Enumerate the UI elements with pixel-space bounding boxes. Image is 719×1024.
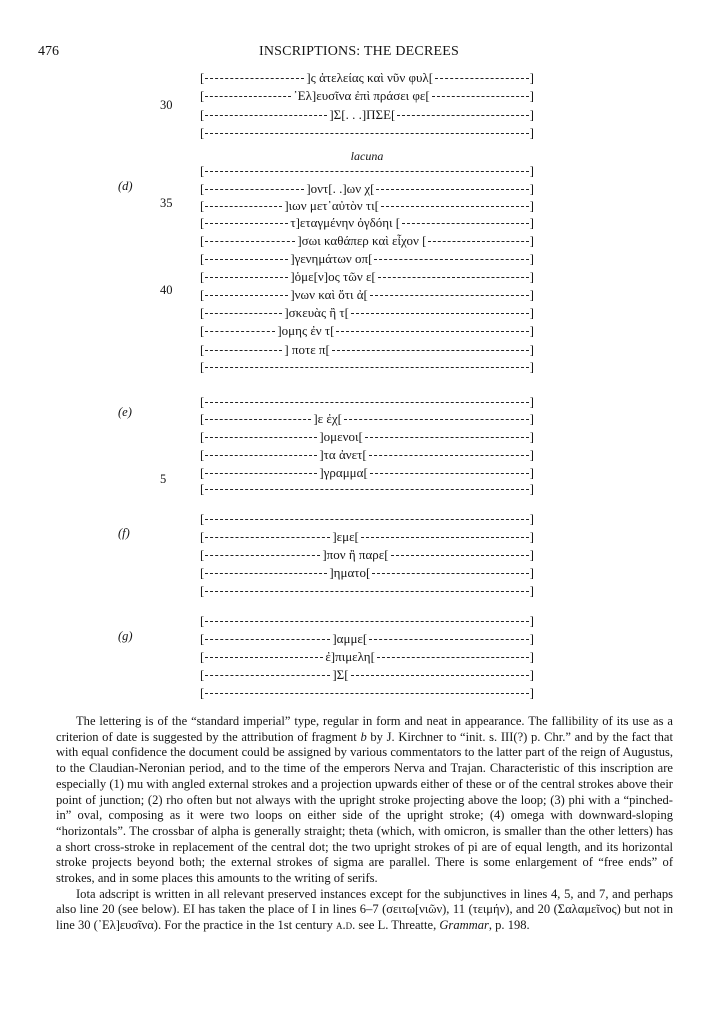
inscription-line: [ ]Σ[ ]: [200, 667, 534, 682]
inscription-text: ]ὁμε[ν]ος τῶν ε[: [290, 269, 376, 284]
inscription-text: ]ηματο[: [329, 565, 371, 580]
inscription-text: ]Σ[. . .]ΠΣΕ[: [329, 107, 396, 122]
inscription-line: [ ]τα ἀνετ[ ]: [200, 447, 534, 462]
inscription-text: ᾿Ελ]ευσῖνα ἐπὶ πράσει φε[: [293, 88, 430, 103]
inscription-line: [ ]: [200, 163, 534, 178]
inscription-text: ]σωι καθάπερ καὶ εἶχον [: [297, 233, 427, 248]
inscription-line: [ ]Σ[. . .]ΠΣΕ[ ]: [200, 107, 534, 122]
inscription-line: [ ]αμμε[ ]: [200, 631, 534, 646]
inscription-line: [ ]πον ἢ παρε[ ]: [200, 547, 534, 562]
inscription-line: [ ]ηματο[ ]: [200, 565, 534, 580]
inscription-text: ]γενημάτων οπ[: [290, 251, 373, 266]
line-number-30: 30: [160, 98, 173, 112]
page-header: [38, 44, 680, 62]
inscription-text: ]αμμε[: [332, 631, 368, 646]
inscription-text: ]ε ἐχ[: [313, 411, 342, 426]
fragment-label-g: (g): [118, 629, 133, 643]
inscription-line: [ ]: [200, 394, 534, 409]
inscription-text: ]πον ἢ παρε[: [322, 547, 389, 562]
fragment-ref: b: [360, 729, 367, 744]
inscription-line: [ ᾿Ελ]ευσῖνα ἐπὶ πράσει φε[ ]: [200, 88, 534, 103]
page-number: 476: [38, 44, 59, 59]
inscription-line: [ ]ομενοι[ ]: [200, 429, 534, 444]
inscription-line: [ ]ιων μετ᾿αὐτὸν τι[ ]: [200, 198, 534, 213]
inscription-text: ] ποτε π[: [284, 342, 330, 357]
commentary-paragraph-lettering: The lettering is of the “standard imperial” type, regular in form and neat in appearance. The fallibility of its use as a criterion of date is suggested by the attribution of fragment b by J. Kirchner to “init. s. III(?) p. Chr.” and by the fact that with equal confidence the document could be assigned by various commentators to the latter part of the reign of Augustus, to the Claudian-Neronian period, and to the time of the emperors Nerva and Trajan. Characteristic of this inscription are especially (1) mu with angled external strokes and a projection upwards either of these or of the central strokes above their point of junction; (2) rho often but not always with the upright stroke projecting above the loop; (3) phi with a “pinched-in” oval, composing as it were two loops on either side of the upright stroke; (4) omega with downward-sloping “horizontals”. The crossbar of alpha is generally straight; theta (which, with omicron, is smaller than the other letters) has a short cross-stroke in replacement of the central dot; the two upright strokes of pi are of equal length, and its horizontal stroke projects beyond both; the external strokes of sigma are parallel. There is some enlargement of “free ends” of strokes, and in some places this amounts to the writing of serifs.: [56, 714, 673, 886]
inscription-line: [ ]ὁμε[ν]ος τῶν ε[ ]: [200, 269, 534, 284]
inscription-line: [ ]: [200, 685, 534, 700]
inscription-text: ]εμε[: [332, 529, 359, 544]
fragment-label-e: (e): [118, 405, 132, 419]
inscription-line: [ ]σκευὰς ἢ τ[ ]: [200, 305, 534, 320]
fragment-label-f: (f): [118, 526, 130, 540]
inscription-text: ]ιων μετ᾿αὐτὸν τι[: [284, 198, 379, 213]
inscription-line: [ ]σωι καθάπερ καὶ εἶχον [ ]: [200, 233, 534, 248]
inscription-line: [ ]: [200, 359, 534, 374]
inscription-line: [ τ]εταγμένην ὀγδόηι [ ]: [200, 215, 534, 230]
inscription-text: ἐ]πιμελη[: [325, 649, 375, 664]
inscription-text: ]ομενοι[: [319, 429, 363, 444]
inscription-line: [ ] ποτε π[ ]: [200, 342, 534, 357]
inscription-line: [ ]: [200, 583, 534, 598]
inscription-line: [ ]: [200, 511, 534, 526]
commentary: [56, 714, 673, 934]
inscription-text: ]γραμμα[: [319, 465, 368, 480]
inscription-line: [ ]ς ἀτελείας καὶ νῦν φυλ[ ]: [200, 70, 534, 85]
inscription-line: [ ]γραμμα[ ]: [200, 465, 534, 480]
inscription-line: [ ]ομης ἐν τ[ ]: [200, 323, 534, 338]
running-title: INSCRIPTIONS: THE DECREES: [259, 44, 459, 59]
lacuna-label: lacuna: [350, 149, 384, 163]
inscription-text: τ]εταγμένην ὀγδόηι [: [290, 215, 401, 230]
inscription-line: [ ἐ]πιμελη[ ]: [200, 649, 534, 664]
inscription-line: [ ]ε ἐχ[ ]: [200, 411, 534, 426]
inscription-line: [ ]νων καὶ ὅτι ἀ[ ]: [200, 287, 534, 302]
line-number-5: 5: [160, 472, 167, 486]
inscription-line: [ ]: [200, 613, 534, 628]
inscription-text: ]Σ[: [332, 667, 349, 682]
inscription-text: ]τα ἀνετ[: [319, 447, 367, 462]
inscription-line: [ ]: [200, 481, 534, 496]
inscription-text: ]νων καὶ ὅτι ἀ[: [290, 287, 368, 302]
inscription-text: ]σκευὰς ἢ τ[: [284, 305, 349, 320]
commentary-paragraph-iota: Iota adscript is written in all relevant preserved instances except for the subjunctives in lines 4, 5, and 7, and perhaps also line 20 (see below). EI has taken the place of I in lines 6–7 (σειτω[νιῶν), 11 (τειμήν), and 20 (Σαλαμεῖνος) but not in line 30 (᾿Ελ]ευσῖνα). For the practice in the 1st century a.d. see L. Threatte, Grammar, p. 198.: [56, 886, 673, 933]
line-number-40: 40: [160, 283, 173, 297]
inscription-text: ]ς ἀτελείας καὶ νῦν φυλ[: [306, 70, 434, 85]
inscription-line: [ ]οντ[. .]ων χ[ ]: [200, 181, 534, 196]
line-number-35: 35: [160, 196, 173, 210]
inscription-line: [ ]γενημάτων οπ[ ]: [200, 251, 534, 266]
inscription-line: [ ]: [200, 125, 534, 140]
inscription-line: [ ]εμε[ ]: [200, 529, 534, 544]
inscription-text: ]οντ[. .]ων χ[: [306, 181, 375, 196]
inscription-text: ]ομης ἐν τ[: [277, 323, 335, 338]
fragment-label-d: (d): [118, 179, 133, 193]
grammar-title: Grammar: [439, 918, 489, 933]
